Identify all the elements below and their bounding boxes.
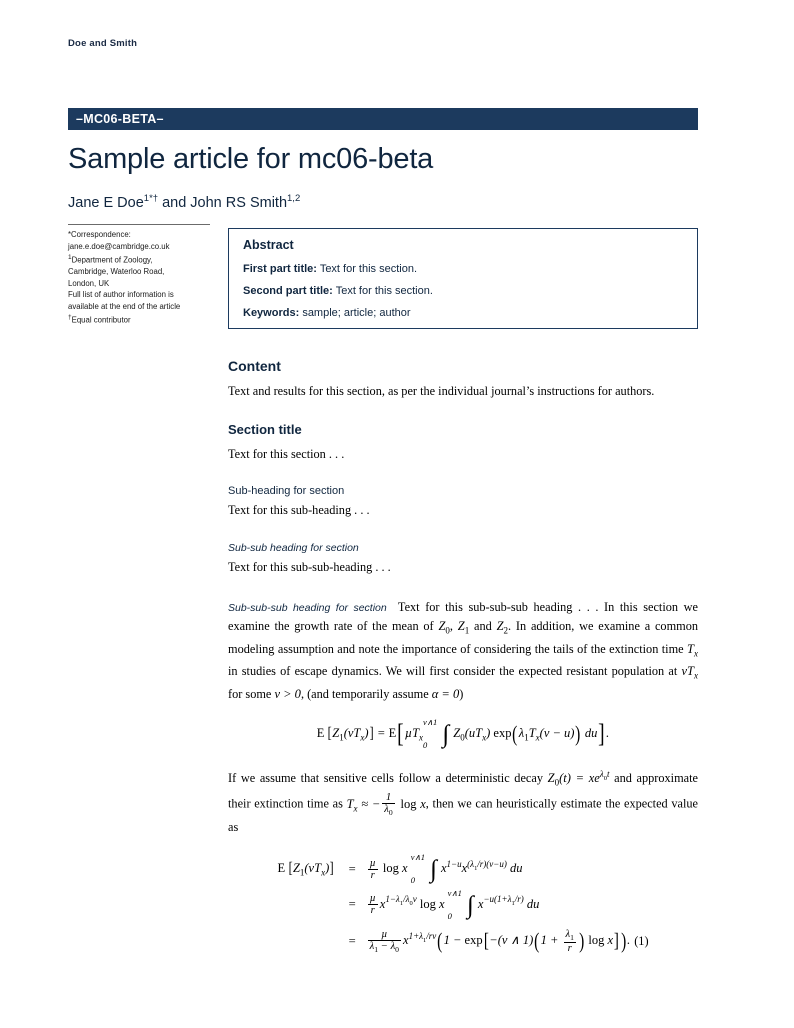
abstract-item-text: sample; article; author — [302, 307, 411, 319]
equation-row — [275, 922, 650, 960]
equation-number-empty — [632, 887, 650, 922]
equation-row — [275, 887, 650, 922]
equation-relation: = — [348, 933, 356, 948]
sub-sub-sub-block: Sub-sub-sub heading for section Text for this sub-sub-sub heading . . . In this section we examine the growth rate of the mean of $Z_0$, $Z_1$ and $Z_2$. In addition, we examine a common modeling assumption and note the importance of considering the tails of the extinction time $T_x$ in studies of escape dynamics. We will first consider the expected resistant population at $vT_x$ for some v > 0, (and temporarily assume α = 0) — [228, 599, 698, 702]
display-equation-1: E $[Z_1(vT_x)] = E[\mu T_x$ v∧1 0 ∫ $Z_0(uT_x) \exp(\lambda_1T_x(v - u))$ du]. — [316, 717, 610, 751]
abstract-box — [228, 228, 698, 329]
affiliation-line-2: Cambridge, Waterloo Road, — [68, 267, 165, 277]
abstract-item — [243, 262, 683, 276]
equation-rhs-line-1: $\frac{\text{µ}}{r}$ log x v∧1 0 ∫ $x^{1-u}x^{(\lambda_1/r)(v-u)}$ du — [369, 852, 523, 886]
abstract-item-text: Text for this section. — [335, 285, 433, 297]
abstract-heading: Abstract — [243, 238, 294, 252]
sub-paragraph: Text for this sub-heading . . . — [228, 503, 370, 518]
affiliation-marker: 1 — [68, 254, 72, 261]
display-equation-2 — [275, 852, 650, 961]
equation-lhs-empty — [275, 922, 340, 960]
affiliation-line-3: London, UK — [68, 278, 110, 288]
equation-relation: = — [348, 897, 356, 912]
section-paragraph: Text for this section . . . — [228, 447, 345, 462]
correspondence-block — [68, 224, 216, 326]
abstract-item — [243, 284, 683, 298]
affiliation-text-1: Department of Zoology, — [71, 255, 153, 265]
abstract-item-label: First part title: — [243, 263, 317, 275]
equation-row — [275, 852, 650, 887]
fulllist-line-1: Full list of author information is — [68, 290, 174, 300]
equation-rhs-line-2: $\frac{\text{µ}}{r}$ $x^{1-\lambda_1/\lambda_0v}$ log x v∧1 0 ∫ $x^{-u(1+\lambda_1/r)}$ du — [369, 887, 540, 921]
abstract-item-text: Text for this section. — [319, 263, 418, 275]
content-paragraph: Text and results for this section, as per the individual journal’s instructions for authors. — [228, 384, 655, 398]
author-conjunction: and — [158, 194, 191, 211]
heading-sub-sub: Sub-sub heading for section — [228, 541, 359, 554]
equation-number: (1) — [634, 933, 649, 948]
journal-banner-label: –MC06-BETA– — [76, 112, 164, 126]
affiliation-line-1 — [68, 252, 216, 266]
page-title: Sample article for mc06-beta — [68, 143, 434, 175]
equal-contributor-line — [68, 312, 216, 326]
abstract-item-label: Second part title: — [243, 285, 333, 297]
heading-sub-sub-sub: Sub-sub-sub heading for section — [228, 601, 387, 614]
equation-number-empty — [632, 852, 650, 887]
sub-sub-paragraph: Text for this sub-sub-heading . . . — [228, 559, 391, 574]
heading-section-title: Section title — [228, 422, 302, 438]
equation-relation: = — [348, 861, 356, 876]
abstract-item — [243, 306, 683, 320]
author-two-affil-marker: 1,2 — [287, 193, 301, 204]
correspondence-email[interactable]: jane.e.doe@cambridge.co.uk — [68, 241, 170, 251]
equation-lhs: E $[Z_1(vT_x)]$ — [277, 860, 334, 878]
correspondence-rule — [68, 224, 210, 225]
author-two-name: John RS Smith — [190, 194, 288, 211]
author-list — [68, 193, 708, 211]
equal-contributor-text: Equal contributor — [71, 315, 131, 325]
running-head: Doe and Smith — [68, 38, 138, 49]
abstract-item-label: Keywords: — [243, 307, 300, 319]
correspondence-label: *Correspondence: — [68, 230, 131, 239]
heading-sub: Sub-heading for section — [228, 485, 345, 498]
author-one-name: Jane E Doe — [68, 194, 144, 211]
post-equation-paragraph: If we assume that sensitive cells follow a deterministic decay $Z_0(t) = xe^{\lambda_0t}$ and approximate their extinction time as $T_x$ ≈ − $\frac{1}{\lambda_0}$ log x, then we can heuristically estimate the expected value as — [228, 769, 699, 834]
journal-banner — [68, 108, 698, 130]
equation-lhs-empty — [275, 887, 340, 922]
author-one-affil-marker: 1*† — [143, 193, 159, 204]
article-body — [228, 358, 698, 968]
fulllist-line-2: available at the end of the article — [68, 301, 181, 311]
heading-content: Content — [228, 358, 281, 374]
equal-contributor-marker: † — [68, 314, 72, 322]
equation-rhs-line-3: $\frac{\text{µ}}{\lambda_1 - \lambda_0}$ $x^{1+\lambda_1/rv}(1 - \exp[-(v$ ∧ 1)(1 + $\frac{\lambda_1}{r}$ ) log x]). — [369, 928, 631, 954]
